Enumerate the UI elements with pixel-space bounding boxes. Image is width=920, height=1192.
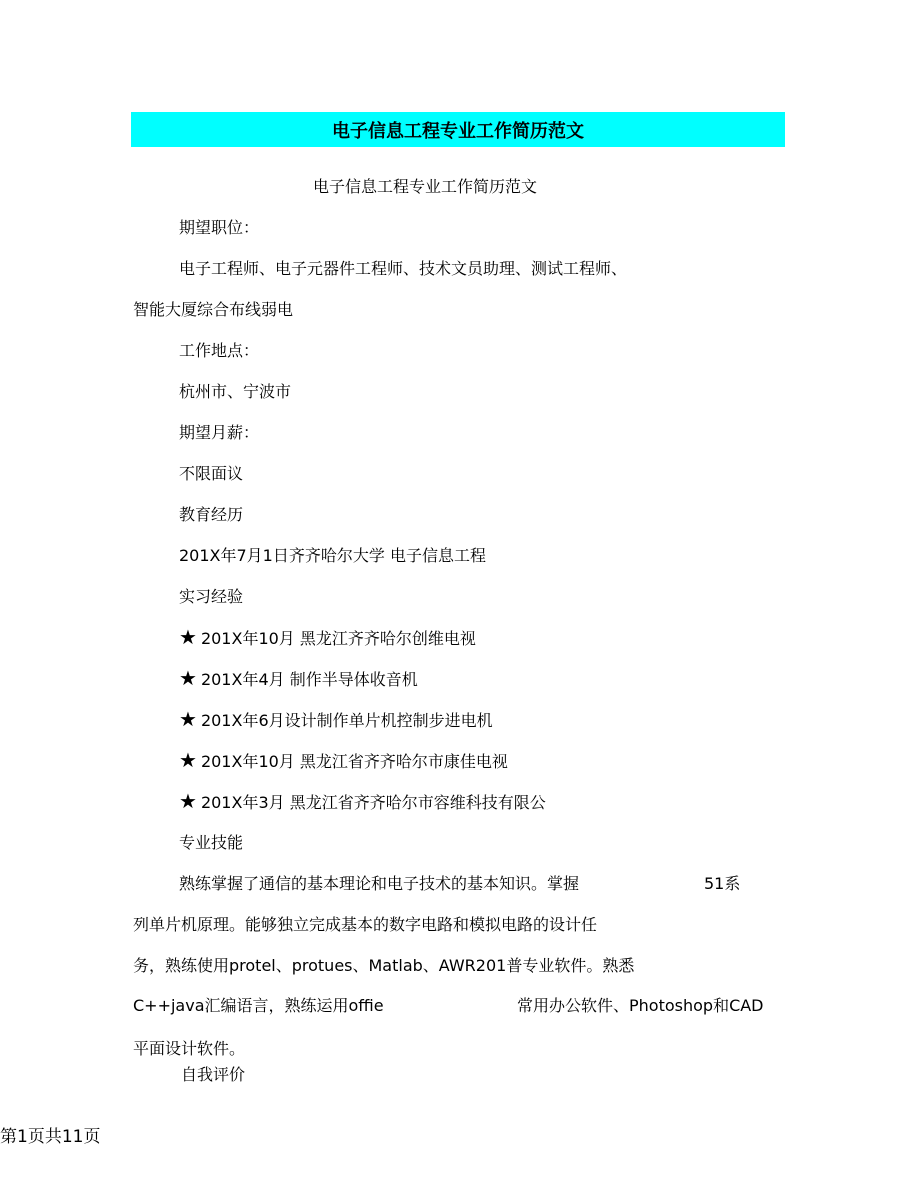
- expected-salary-label: 期望月薪：: [179, 423, 260, 442]
- expected-position-line2: 智能大厦综合布线弱电: [133, 300, 294, 319]
- internship-item: [179, 750, 508, 772]
- internship-item-text: 201X年3月 黑龙江省齐齐哈尔市容维科技有限公: [200, 793, 546, 812]
- expected-position-label: 期望职位：: [179, 218, 260, 237]
- education-heading: 教育经历: [179, 505, 244, 524]
- work-location-value: 杭州市、宁波市: [179, 382, 292, 401]
- expected-position-line1: 电子工程师、电子元器件工程师、技术文员助理、测试工程师、: [179, 259, 628, 278]
- internship-item-text: 201X年10月 黑龙江省齐齐哈尔市康佳电视: [200, 752, 508, 771]
- internship-item-text: 201X年6月设计制作单片机控制步进电机: [200, 711, 493, 730]
- skills-line4-a: C++java汇编语言，熟练运用offie: [133, 996, 384, 1015]
- internship-item: [179, 709, 493, 731]
- document-subtitle: 电子信息工程专业工作简历范文: [313, 177, 538, 196]
- star-bullet-icon: ★: [179, 789, 197, 813]
- internship-item: [179, 791, 546, 813]
- internship-item: [179, 627, 476, 649]
- internship-item-text: 201X年10月 黑龙江齐齐哈尔创维电视: [200, 629, 476, 648]
- star-bullet-icon: ★: [179, 625, 197, 649]
- skills-line3: 务，熟练使用protel、protues、Matlab、AWR201普专业软件。熟悉: [133, 956, 635, 975]
- skills-line5: 平面设计软件。: [133, 1039, 246, 1058]
- skills-heading: 专业技能: [179, 833, 244, 852]
- star-bullet-icon: ★: [179, 666, 197, 690]
- page-number-footer: 第1页共11页: [0, 1127, 101, 1147]
- skills-line1-b: 51系: [704, 874, 741, 893]
- expected-salary-value: 不限面议: [179, 464, 244, 483]
- star-bullet-icon: ★: [179, 748, 197, 772]
- work-location-label: 工作地点：: [179, 341, 260, 360]
- skills-line4-b: 常用办公软件、Photoshop和CAD: [517, 996, 764, 1015]
- internship-item-text: 201X年4月 制作半导体收音机: [200, 670, 418, 689]
- internship-heading: 实习经验: [179, 587, 244, 606]
- self-evaluation-heading: 自我评价: [181, 1065, 246, 1084]
- document-title-banner: [131, 112, 785, 147]
- education-entry: 201X年7月1日齐齐哈尔大学 电子信息工程: [179, 546, 486, 565]
- star-bullet-icon: ★: [179, 707, 197, 731]
- document-title: 电子信息工程专业工作简历范文: [332, 120, 584, 142]
- internship-item: [179, 668, 418, 690]
- skills-line2: 列单片机原理。能够独立完成基本的数字电路和模拟电路的设计任: [133, 915, 598, 934]
- skills-line1-a: 熟练掌握了通信的基本理论和电子技术的基本知识。掌握: [179, 874, 580, 893]
